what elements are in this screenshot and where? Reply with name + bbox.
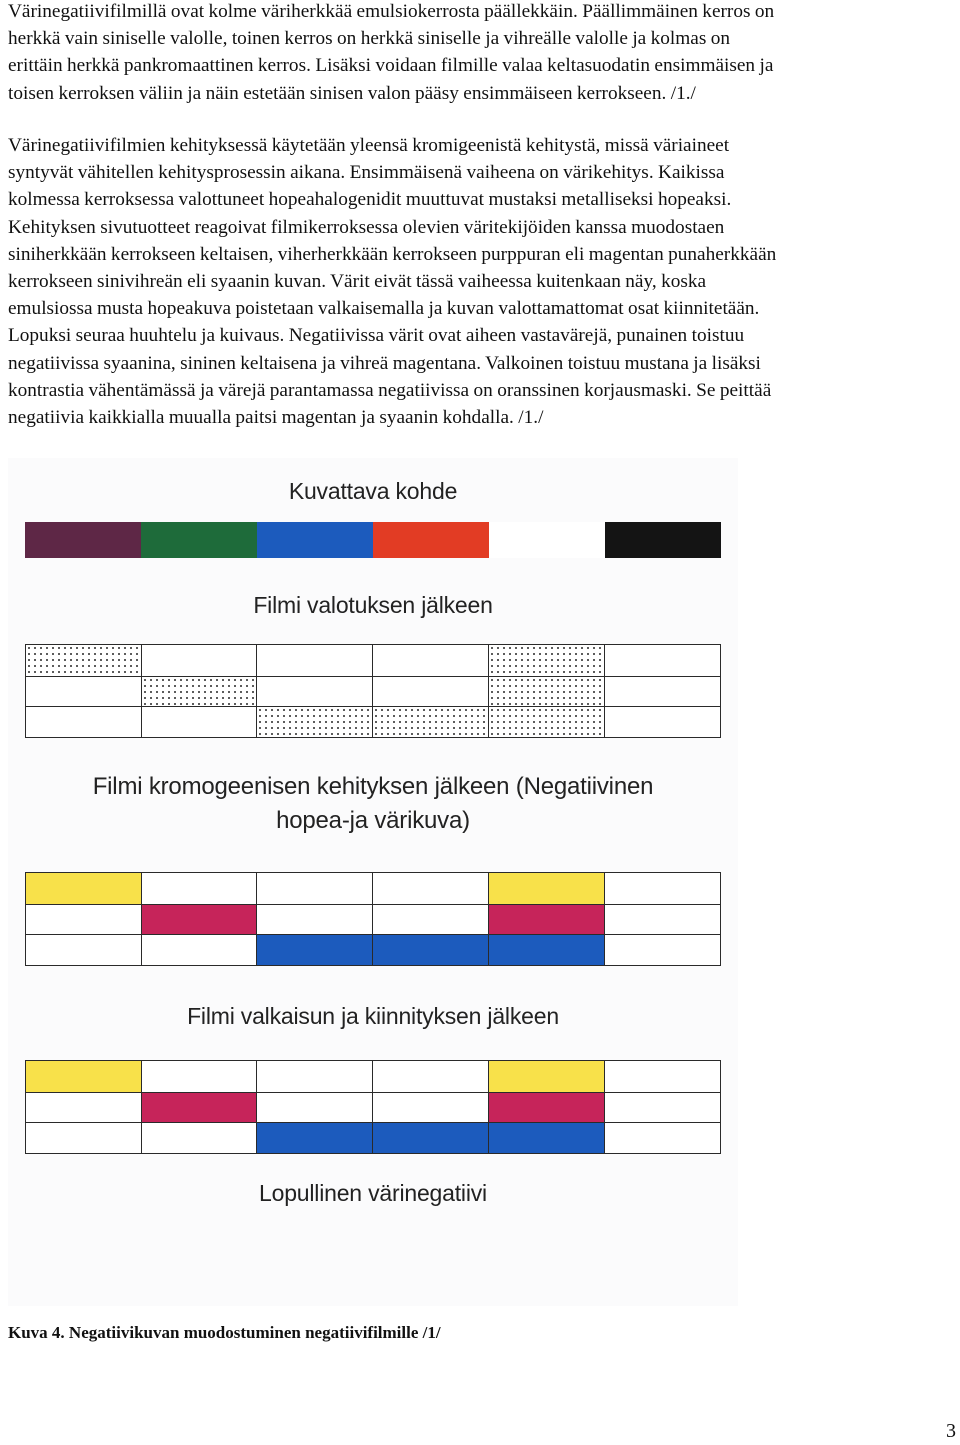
paragraph-line: kerrokseen sinivihreän eli syaanin kuvan. Värit eivät tässä vaiheessa kuitenkaan näy, koska	[8, 271, 707, 293]
subject-color-white	[489, 522, 605, 558]
film-layer-dotted	[489, 706, 604, 737]
intro-paragraph	[8, 0, 956, 107]
paragraph-line: kolmessa kerroksessa valottuneet hopeahalogenidit muuttuvat mustaksi metalliseksi hopeaksi.	[8, 189, 732, 211]
film-layer-white	[26, 676, 141, 707]
paragraph-line: Lopuksi seuraa huuhtelu ja kuivaus. Negatiivissa värit ovat aiheen vastavärejä, punainen toistuu	[8, 325, 745, 347]
final-column	[488, 1060, 605, 1154]
film-layer-white	[142, 873, 257, 904]
subject-color-red	[373, 522, 489, 558]
subject-color-green	[141, 522, 257, 558]
film-layer-dotted	[26, 645, 141, 676]
film-layer-white	[257, 676, 372, 707]
film-layer-white	[257, 904, 372, 935]
film-layer-magenta	[142, 904, 257, 935]
developed-column	[604, 872, 721, 966]
developed-column	[256, 872, 373, 966]
final-column	[141, 1060, 258, 1154]
paragraph-line: erittäin herkkä pankromaattinen kerros. Lisäksi voidaan filmille valaa keltasuodatin ensimmäisen ja	[8, 55, 774, 77]
figure-title-exposed: Filmi valotuksen jälkeen	[253, 592, 493, 618]
exposed-column	[372, 644, 489, 738]
subject-color-black	[605, 522, 721, 558]
film-layer-blue	[257, 1122, 372, 1153]
paragraph-line: kontrastia vähentämässä ja värejä parantamassa negatiivissa on oranssinen korjausmaski. Se peittää	[8, 379, 772, 401]
figure-title-subject: Kuvattava kohde	[288, 478, 458, 504]
film-layer-white	[605, 1122, 720, 1153]
film-layer-white	[605, 676, 720, 707]
film-layer-white	[26, 904, 141, 935]
figure-title-developed-line1: Filmi kromogeenisen kehityksen jälkeen (Negatiivinen	[92, 773, 654, 800]
film-layer-white	[605, 904, 720, 935]
film-layer-white	[605, 1092, 720, 1123]
figure-title-developed	[8, 770, 738, 838]
film-layer-white	[605, 1061, 720, 1092]
film-layer-white	[373, 676, 488, 707]
figure-title-final: Lopullinen värinegatiivi	[259, 1180, 487, 1206]
final-column	[25, 1060, 142, 1154]
paragraph-line: syntyvät vähitellen kehitysprosessin aikana. Ensimmäisenä vaiheena on värikehitys. Kaikissa	[8, 162, 725, 184]
film-layer-white	[26, 1092, 141, 1123]
exposed-film-layers	[25, 644, 721, 738]
film-layer-yellow	[26, 873, 141, 904]
film-layer-white	[257, 645, 372, 676]
exposed-column	[25, 644, 142, 738]
bleached-film-layers	[25, 1060, 721, 1154]
film-layer-blue	[489, 1122, 604, 1153]
film-layer-dotted	[257, 706, 372, 737]
film-layer-yellow	[489, 873, 604, 904]
figure-caption: Kuva 4. Negatiivikuvan muodostuminen negatiivifilmille /1/	[8, 1323, 441, 1342]
film-layer-white	[605, 706, 720, 737]
film-layer-white	[142, 934, 257, 965]
film-layer-dotted	[489, 645, 604, 676]
paragraph-line: emulsiossa musta hopeakuva poistetaan valkaisemalla ja kuvan valottamattomat osat kiinnitetään.	[8, 298, 760, 320]
figure-title-developed-line2: hopea-ja värikuva)	[276, 807, 470, 834]
film-layer-white	[142, 645, 257, 676]
development-paragraph	[8, 132, 956, 431]
exposed-column	[604, 644, 721, 738]
subject-color-purple	[25, 522, 141, 558]
film-layer-white	[373, 873, 488, 904]
film-layer-blue	[373, 934, 488, 965]
film-layer-white	[605, 934, 720, 965]
film-layer-white	[26, 1122, 141, 1153]
film-layer-white	[257, 873, 372, 904]
paragraph-line: Kehityksen sivutuotteet reagoivat filmikerroksessa olevien väritekijöiden kanssa muodostaen	[8, 216, 725, 238]
film-layer-white	[373, 1061, 488, 1092]
final-column	[604, 1060, 721, 1154]
paragraph-line: Värinegatiivifilmien kehityksessä käytetään yleensä kromigeenistä kehitystä, missä väriaineet	[8, 135, 730, 156]
film-layer-white	[373, 904, 488, 935]
film-layer-white	[373, 645, 488, 676]
film-layer-blue	[489, 934, 604, 965]
figure-title-bleached: Filmi valkaisun ja kiinnityksen jälkeen	[187, 1003, 559, 1029]
film-layer-blue	[373, 1122, 488, 1153]
final-column	[372, 1060, 489, 1154]
developed-column	[488, 872, 605, 966]
film-layer-white	[605, 873, 720, 904]
film-layer-white	[605, 645, 720, 676]
film-layer-dotted	[142, 676, 257, 707]
film-layer-white	[26, 706, 141, 737]
developed-film-layers	[25, 872, 721, 966]
film-layer-white	[257, 1061, 372, 1092]
film-layer-white	[142, 706, 257, 737]
developed-column	[372, 872, 489, 966]
paragraph-line: negatiivia kaikkialla muualla paitsi magentan ja syaanin kohdalla. /1./	[8, 407, 544, 429]
film-layer-blue	[257, 934, 372, 965]
exposed-column	[488, 644, 605, 738]
final-column	[256, 1060, 373, 1154]
film-layer-dotted	[373, 706, 488, 737]
negative-formation-figure	[8, 458, 738, 1306]
exposed-column	[256, 644, 373, 738]
paragraph-line: negatiivissa syaanina, sininen keltaisena ja vihreä magentana. Valkoinen toistuu mustana ja lisäksi	[8, 352, 761, 374]
developed-column	[141, 872, 258, 966]
film-layer-magenta	[489, 904, 604, 935]
subject-color-blue	[257, 522, 373, 558]
paragraph-line: herkkä vain siniselle valolle, toinen kerros on herkkä siniselle ja vihreälle valolle ja kolmas on	[8, 28, 731, 50]
film-layer-yellow	[489, 1061, 604, 1092]
subject-color-strip	[25, 522, 721, 558]
film-layer-white	[26, 934, 141, 965]
film-layer-magenta	[142, 1092, 257, 1123]
paragraph-line: siniherkkään kerrokseen keltaisen, viherherkkään kerrokseen purppuran eli magentan punaherkkään	[8, 243, 777, 265]
film-layer-magenta	[489, 1092, 604, 1123]
paragraph-line: Värinegatiivifilmillä ovat kolme väriherkkää emulsiokerrosta päällekkäin. Päällimmäinen kerros on	[8, 1, 775, 22]
film-layer-yellow	[26, 1061, 141, 1092]
film-layer-white	[257, 1092, 372, 1123]
page-number: 3	[946, 1420, 956, 1442]
film-layer-white	[142, 1122, 257, 1153]
film-layer-white	[142, 1061, 257, 1092]
exposed-column	[141, 644, 258, 738]
film-layer-dotted	[489, 676, 604, 707]
developed-column	[25, 872, 142, 966]
paragraph-line: toisen kerroksen väliin ja näin estetään sinisen valon pääsy ensimmäiseen kerrokseen. /1./	[8, 82, 696, 104]
film-layer-white	[373, 1092, 488, 1123]
